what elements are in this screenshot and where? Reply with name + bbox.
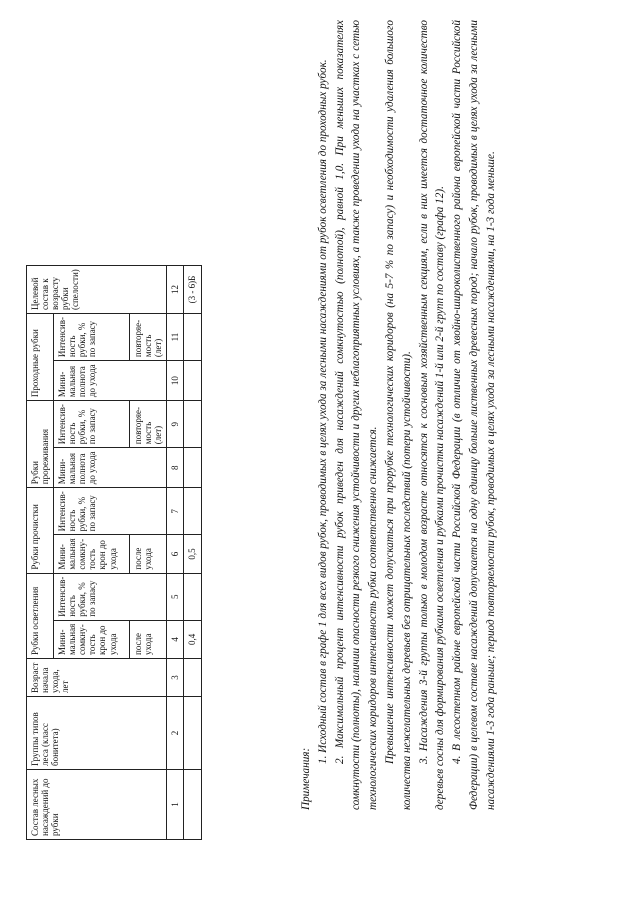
note-paragraph: 1. Исходный состав в графе 1 для всех видов рубок, проводимых в целях ухода за лесными насаждениями от рубок осветления до проходных рубок. (316, 59, 329, 764)
data-cell (184, 361, 201, 401)
col-number: 4 (167, 620, 184, 658)
note-paragraph: 4. В лесостепном районе европейской части Российской Федерации (в отличие от хвойно-широколиственного района европейской части Российской Федерации) в целевом составе насаждений допускается на одну единицу больше лиственных древесных пород; начало рубок, проводимых в целях ухода за лесными насаждениями 1-3 года раньше; период повторяемости рубок, проводимых в целях ухода за лесными насаждениями, на 1-3 года меньше. (451, 20, 497, 810)
sub-intensity-lightening: Интенсив-ность рубки, % по запасу (54, 573, 167, 620)
data-cell (184, 770, 201, 840)
col-number: 12 (167, 266, 184, 314)
data-target: (3 - 6)Б (184, 266, 201, 314)
data-cell (184, 573, 201, 620)
header-thinning: Рубки прореживания (27, 401, 54, 488)
sub-repeat-passing: повторяе-мость (лет) (130, 314, 167, 361)
sub-after-cleaning: после ухода (130, 535, 167, 573)
col-number: 10 (167, 361, 184, 401)
sub-min-crown-cleaning: Мини-мальная сомкну-тость крон до ухода (54, 535, 130, 573)
note-paragraph: 3. Насаждения 3-й группы только в молодом возрасте относятся к сосновым хозяйственным секциям, если в них имеется достаточное количество деревьев сосны для формирования рубками осветления и рубками прочистки насаждений 1-й или 2-й групп по составу (графа 12). (417, 20, 447, 810)
header-target: Целевой состав к возрасту рубки (спелости) (27, 266, 167, 314)
header-composition: Состав лесных насаждений до рубки (27, 770, 167, 840)
notes-title: Примечания: (300, 747, 312, 810)
notes-section (298, 20, 500, 810)
sub-repeat-thinning: повторяе-мость (лет) (130, 401, 167, 448)
col-number: 11 (167, 314, 184, 361)
col-number: 5 (167, 573, 184, 620)
sub-after-lightening: после ухода (130, 620, 167, 658)
header-forest-group: Группы типов леса (класс бонитета) (27, 697, 167, 770)
col-number: 9 (167, 401, 184, 448)
note-paragraph: 2. Максимальный процент интенсивности рубок приведен для насаждений сомкнутостью (полнотой), равной 1,0. При меньших показателях сомкнутости (полноты), наличии опасности резкого снижения устойчивости и других неблагоприятных условиях, а также проведении ухода на участках с сетью технологических коридоров интенсивность рубки соответственно снижается. (333, 20, 380, 810)
col-number: 6 (167, 535, 184, 573)
col-number: 7 (167, 488, 184, 535)
sub-min-crown-lightening: Мини-мальная сомкну-тость крон до ухода (54, 620, 130, 658)
data-cell (184, 488, 201, 535)
note-paragraph: Превышение интенсивности может допускаться при прорубке технологических коридоров (на 5-7 % по запасу) и необходимости удаления большого количества нежелательных деревьев без отрицательных последствий (потери устойчивости). (383, 20, 413, 810)
data-lightening-after: 0,4 (184, 620, 201, 658)
header-cleaning: Рубки прочистки (27, 488, 54, 573)
data-cleaning-after: 0,5 (184, 535, 201, 573)
data-cell (184, 697, 201, 770)
col-number: 8 (167, 448, 184, 488)
data-cell (184, 659, 201, 697)
data-cell (184, 448, 201, 488)
forest-care-table (26, 265, 202, 840)
sub-intensity-cleaning: Интенсив-ность рубки, % по запасу (54, 488, 167, 535)
header-lightening: Рубки осветления (27, 573, 54, 658)
col-number: 1 (167, 770, 184, 840)
sub-intensity-thinning: Интенсив-ность рубки, % по запасу (54, 401, 130, 448)
sub-min-density-thinning: Мини-мальная полнота до ухода (54, 448, 167, 488)
header-passing: Проходные рубки (27, 314, 54, 401)
sub-intensity-passing: Интенсив-ность рубки, % по запасу (54, 314, 130, 361)
data-cell (184, 401, 201, 448)
sub-min-density-passing: Мини-мальная полнота до ухода (54, 361, 167, 401)
col-number: 2 (167, 697, 184, 770)
header-age: Возраст начала ухода, лет (27, 659, 167, 697)
col-number: 3 (167, 659, 184, 697)
data-cell (184, 314, 201, 361)
